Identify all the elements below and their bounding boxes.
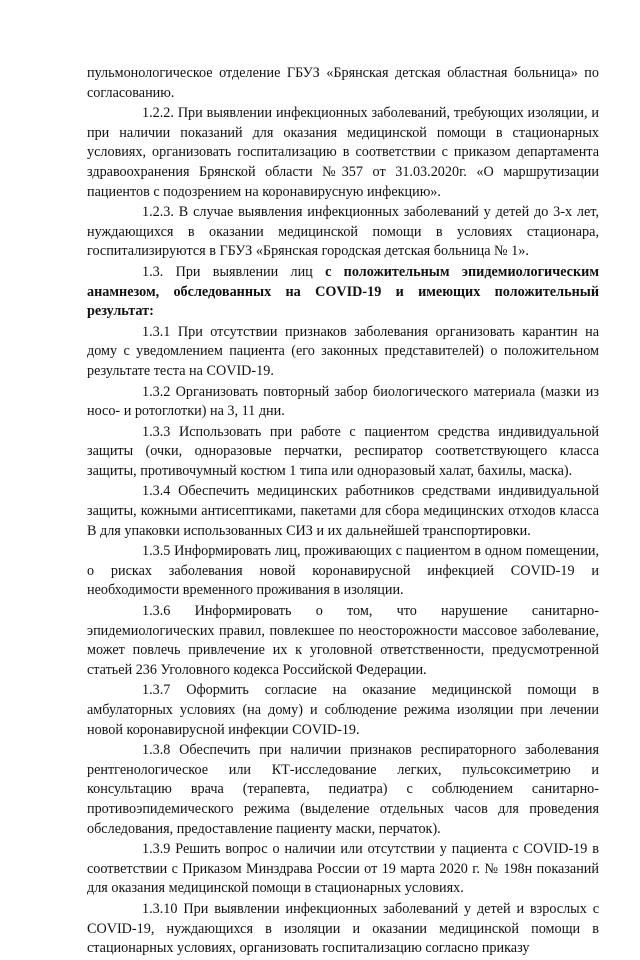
- paragraph-1-3-8: 1.3.8 Обеспечить при наличии признаков респираторного заболевания рентгенологическое или КТ-исследование легких, пульсоксиметрию и консультацию врача (терапевта, педиатра) с соблюдением санитарно-противоэпидемического режима (выделение отдельных часов для проведения обследования, предоставление пациенту маски, перчаток).: [87, 742, 599, 837]
- paragraph-1-3-5: 1.3.5 Информировать лиц, проживающих с пациентом в одном помещении, о рисках заболевания новой коронавирусной инфекцией COVID-19 и необходимости временного проживания в изоляции.: [87, 543, 599, 599]
- paragraph-1-3-6: 1.3.6 Информировать о том, что нарушение санитарно-эпидемиологических правил, повлекшее по неосторожности массовое заболевание, может повлечь привлечение их к уголовной ответственности, предусмотренной статьей 236 Уголовного кодекса Российской Федерации.: [87, 603, 599, 678]
- paragraph-1-3-1: 1.3.1 При отсутствии признаков заболевания организовать карантин на дому с уведомлением пациента (его законных представителей) о положительном результате теста на COVID-19.: [87, 323, 599, 379]
- paragraph-1-3-4: 1.3.4 Обеспечить медицинских работников средствами индивидуальной защиты, кожными антисептиками, пакетами для сбора медицинских отходов класса В для упаковки использованных СИЗ и их дальнейшей транспортировки.: [87, 483, 599, 539]
- paragraph-1-3: [87, 263, 599, 322]
- paragraph-1-3-9: 1.3.9 Решить вопрос о наличии или отсутствии у пациента с COVID-19 в соответствии с Приказом Минздрава России от 19 марта 2020 г. № 198н показаний для оказания медицинской помощи в стационарных условиях.: [87, 841, 599, 897]
- paragraph-1-2-3: 1.2.3. В случае выявления инфекционных заболеваний у детей до 3-х лет, нуждающихся в оказании медицинской помощи в условиях стационара, госпитализируются в ГБУЗ «Брянская городская детская больница № 1».: [87, 204, 599, 260]
- paragraph-1-3-10: 1.3.10 При выявлении инфекционных заболеваний у детей и взрослых с COVID-19, нуждающихся в изоляции и оказании медицинской помощи в стационарных условиях, организовать госпитализацию согласно приказу: [87, 900, 599, 957]
- paragraph-1-2-2: 1.2.2. При выявлении инфекционных заболеваний, требующих изоляции, и при наличии показаний для оказания медицинской помощи в стационарных условиях, организовать госпитализацию в соответствии с приказом департамента здравоохранения Брянской области №357 от 31.03.2020г. «О маршрутизации пациентов с подозрением на коронавирусную инфекцию».: [87, 105, 599, 200]
- paragraph-1-3-7: 1.3.7 Оформить согласие на оказание медицинской помощи в амбулаторных условиях (на дому) и соблюдение режима изоляции при лечении новой коронавирусной инфекции COVID-19.: [87, 682, 599, 738]
- paragraph-continuation: пульмонологическое отделение ГБУЗ «Брянская детская областная больница» по согласованию.: [87, 65, 599, 101]
- paragraph-1-3-bold: с положительным эпидемиологическим анамнезом, обследованных на COVID-19 и имеющих положительный результат:: [87, 263, 599, 320]
- paragraph-1-3-3: 1.3.3 Использовать при работе с пациентом средства индивидуальной защиты (очки, одноразовые перчатки, респиратор соответствующего класса защиты, противочумный костюм 1 типа или одноразовый халат, бахилы, маска).: [87, 423, 599, 479]
- document-body: [87, 64, 599, 960]
- paragraph-1-3-2: 1.3.2 Организовать повторный забор биологического материала (мазки из носо- и ротоглотки) на 3, 11 дни.: [87, 383, 599, 420]
- paragraph-1-3-lead: 1.3. При выявлении лиц: [142, 263, 326, 280]
